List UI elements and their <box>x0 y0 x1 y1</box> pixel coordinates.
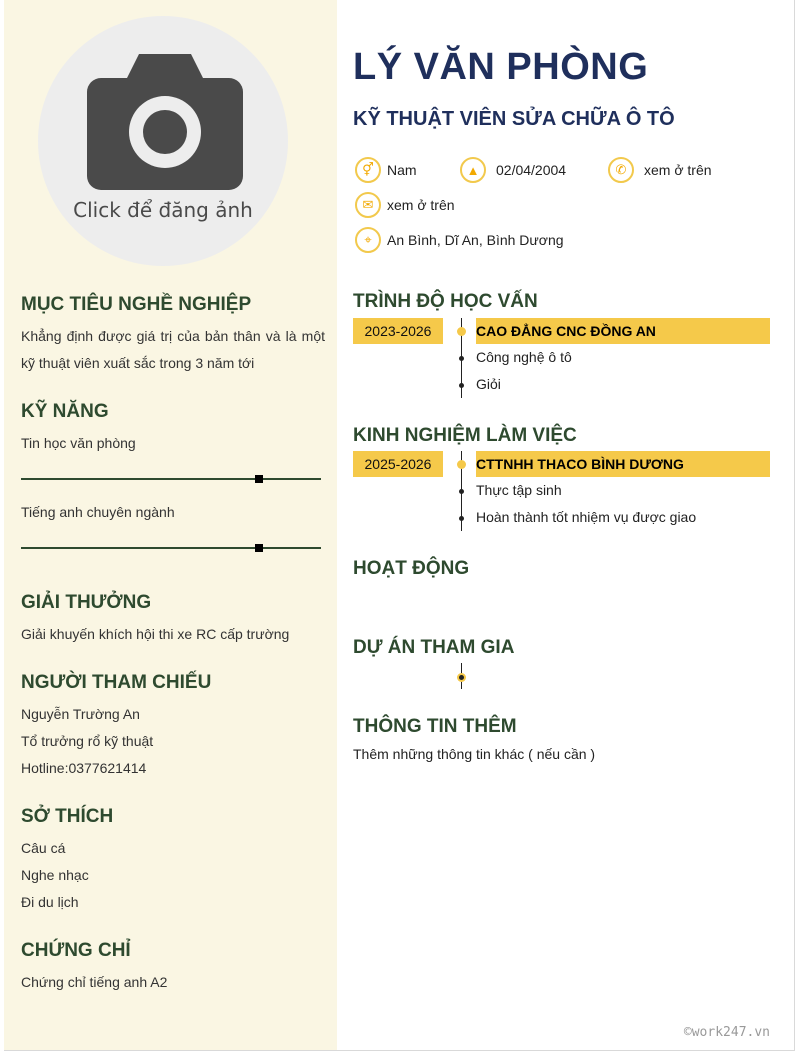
hobbies-heading: SỞ THÍCH <box>21 806 114 827</box>
skill-name: Tin học văn phòng <box>21 435 136 451</box>
skill-level-marker[interactable] <box>255 475 263 483</box>
skill-level-bar <box>21 547 321 549</box>
hobby-item: Câu cá <box>21 840 66 856</box>
birthday-value: 02/04/2004 <box>496 162 567 178</box>
activities-heading: HOẠT ĐỘNG <box>353 558 470 579</box>
timeline-bullet <box>459 675 464 680</box>
skill-level-marker[interactable] <box>255 544 263 552</box>
map-pin-icon: ⌖ <box>355 227 381 253</box>
reference-hotline: Hotline:0377621414 <box>21 760 147 776</box>
skills-heading: KỸ NĂNG <box>21 401 109 422</box>
hobby-item: Đi du lịch <box>21 894 79 910</box>
projects-heading: DỰ ÁN THAM GIA <box>353 637 515 658</box>
birthday-info <box>460 157 566 183</box>
awards-heading: GIẢI THƯỞNG <box>21 592 152 613</box>
address-value: An Bình, Dĩ An, Bình Dương <box>387 232 564 248</box>
references-heading: NGƯỜI THAM CHIẾU <box>21 672 212 693</box>
objective-text-line2: kỹ thuật viên xuất sắc trong 3 năm tới <box>21 355 255 371</box>
certificates-heading: CHỨNG CHỈ <box>21 940 131 961</box>
gender-value: Nam <box>387 162 417 178</box>
gender-icon: ⚥ <box>355 157 381 183</box>
timeline-bullet <box>459 489 464 494</box>
upload-photo-label: Click để đăng ảnh <box>73 198 253 222</box>
objective-text-line1: Khẳng định được giá trị của bản thân và là một <box>21 328 325 344</box>
gender-info <box>355 157 417 183</box>
timeline-dot <box>457 327 466 336</box>
additional-info-heading: THÔNG TIN THÊM <box>353 716 517 737</box>
job-title: KỸ THUẬT VIÊN SỬA CHỮA Ô TÔ <box>353 108 675 130</box>
experience-role: Thực tập sinh <box>476 482 562 498</box>
email-info <box>355 192 455 218</box>
education-major: Công nghệ ô tô <box>476 349 572 365</box>
skill-name: Tiếng anh chuyên ngành <box>21 504 175 520</box>
phone-icon: ✆ <box>608 157 634 183</box>
experience-heading: KINH NGHIỆM LÀM VIỆC <box>353 425 577 446</box>
email-icon: ✉ <box>355 192 381 218</box>
additional-info-text: Thêm những thông tin khác ( nếu cần ) <box>353 746 596 762</box>
experience-period: 2025-2026 <box>353 451 443 477</box>
candidate-name: LÝ VĂN PHÒNG <box>353 46 649 88</box>
certificate-item: Chứng chỉ tiếng anh A2 <box>21 974 168 990</box>
experience-result: Hoàn thành tốt nhiệm vụ được giao <box>476 509 697 525</box>
hobby-item: Nghe nhạc <box>21 867 89 883</box>
education-heading: TRÌNH ĐỘ HỌC VẤN <box>353 291 538 312</box>
address-info <box>355 227 564 253</box>
skill-level-bar <box>21 478 321 480</box>
watermark: ©work247.vn <box>683 1025 770 1040</box>
timeline-bullet <box>459 516 464 521</box>
reference-position: Tổ trưởng rổ kỹ thuật <box>21 733 154 749</box>
reference-name: Nguyễn Trường An <box>21 706 140 722</box>
avatar-upload[interactable] <box>38 16 288 266</box>
cv-page <box>4 0 795 1051</box>
education-period: 2023-2026 <box>353 318 443 344</box>
phone-value: xem ở trên <box>644 162 712 178</box>
timeline-dot <box>457 460 466 469</box>
birthday-cake-icon: ▲ <box>460 157 486 183</box>
timeline-bullet <box>459 356 464 361</box>
camera-icon <box>87 54 243 190</box>
education-grade: Giỏi <box>476 376 501 392</box>
sidebar <box>4 0 337 1050</box>
experience-company: CTTNHH THACO BÌNH DƯƠNG <box>476 451 770 477</box>
education-school: CAO ĐẲNG CNC ĐỒNG AN <box>476 318 770 344</box>
phone-info <box>608 157 712 183</box>
award-item: Giải khuyến khích hội thi xe RC cấp trường <box>21 626 290 642</box>
timeline-bullet <box>459 383 464 388</box>
objective-heading: MỤC TIÊU NGHỀ NGHIỆP <box>21 294 252 315</box>
email-value: xem ở trên <box>387 197 455 213</box>
